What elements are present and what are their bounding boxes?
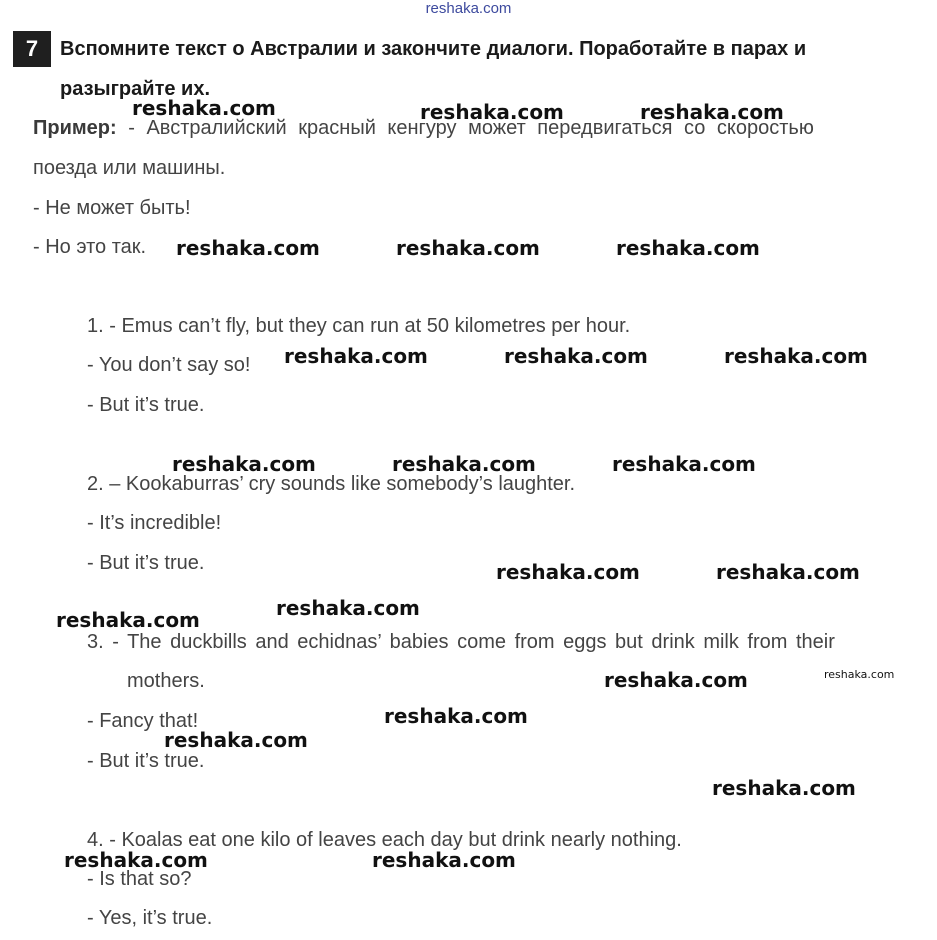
task-number: 7 (13, 31, 51, 67)
watermark: reshaka.com (176, 236, 320, 260)
dialogue-2-line-1: 2. – Kookaburras’ cry sounds like somebody’s laughter. (87, 473, 576, 495)
dialogue-3-line-3: - But it’s true. (87, 750, 205, 772)
watermark: reshaka.com (604, 668, 748, 692)
example-line-1-text: - Австралийский красный кенгуру может передвигаться со скоростью (116, 117, 814, 139)
example-label: Пример: (33, 117, 117, 139)
dialogue-3-line-1: 3. - The duckbills and echidnas’ babies come from eggs but drink milk from their (87, 631, 835, 653)
dialogue-2-line-2: - It’s incredible! (87, 512, 222, 534)
watermark-small: reshaka.com (824, 668, 895, 681)
watermark: reshaka.com (132, 96, 276, 120)
dialogue-2-line-3: - But it’s true. (87, 552, 205, 574)
watermark: reshaka.com (56, 608, 200, 632)
watermark: reshaka.com (616, 236, 760, 260)
dialogue-1-line-1: 1. - Emus can’t fly, but they can run at 50 kilometres per hour. (87, 315, 631, 337)
watermark: reshaka.com (384, 704, 528, 728)
watermark: reshaka.com (372, 848, 516, 872)
task-title-line1: Вспомните текст о Австралии и закончите диалоги. Поработайте в парах и (60, 38, 807, 60)
watermark: reshaka.com (164, 728, 308, 752)
dialogue-1-line-2: - You don’t say so! (87, 354, 251, 376)
dialogue-3-line-2: - Fancy that! (87, 710, 199, 732)
dialogue-4-line-1: 4. - Koalas eat one kilo of leaves each day but drink nearly nothing. (87, 829, 682, 851)
watermark: reshaka.com (420, 100, 564, 124)
dialogue-1-line-3: - But it’s true. (87, 394, 205, 416)
watermark: reshaka.com (64, 848, 208, 872)
dialogue-4-line-3: - Yes, it’s true. (87, 907, 213, 929)
watermark: reshaka.com (640, 100, 784, 124)
task-title-line2: разыграйте их. (60, 78, 211, 100)
watermark: reshaka.com (284, 344, 428, 368)
watermark: reshaka.com (496, 560, 640, 584)
example-line-2: поезда или машины. (33, 157, 226, 179)
dialogue-4-line-2: - Is that so? (87, 868, 192, 890)
site-header[interactable]: reshaka.com (425, 0, 512, 17)
watermark: reshaka.com (712, 776, 856, 800)
watermark: reshaka.com (724, 344, 868, 368)
example-line-4: - Но это так. (33, 236, 147, 258)
watermark: reshaka.com (276, 596, 420, 620)
watermark: reshaka.com (392, 452, 536, 476)
example-line-3: - Не может быть! (33, 197, 191, 219)
watermark: reshaka.com (716, 560, 860, 584)
watermark: reshaka.com (396, 236, 540, 260)
dialogue-3-line-1-cont: mothers. (127, 670, 205, 692)
watermark: reshaka.com (612, 452, 756, 476)
watermark: reshaka.com (172, 452, 316, 476)
watermark: reshaka.com (504, 344, 648, 368)
